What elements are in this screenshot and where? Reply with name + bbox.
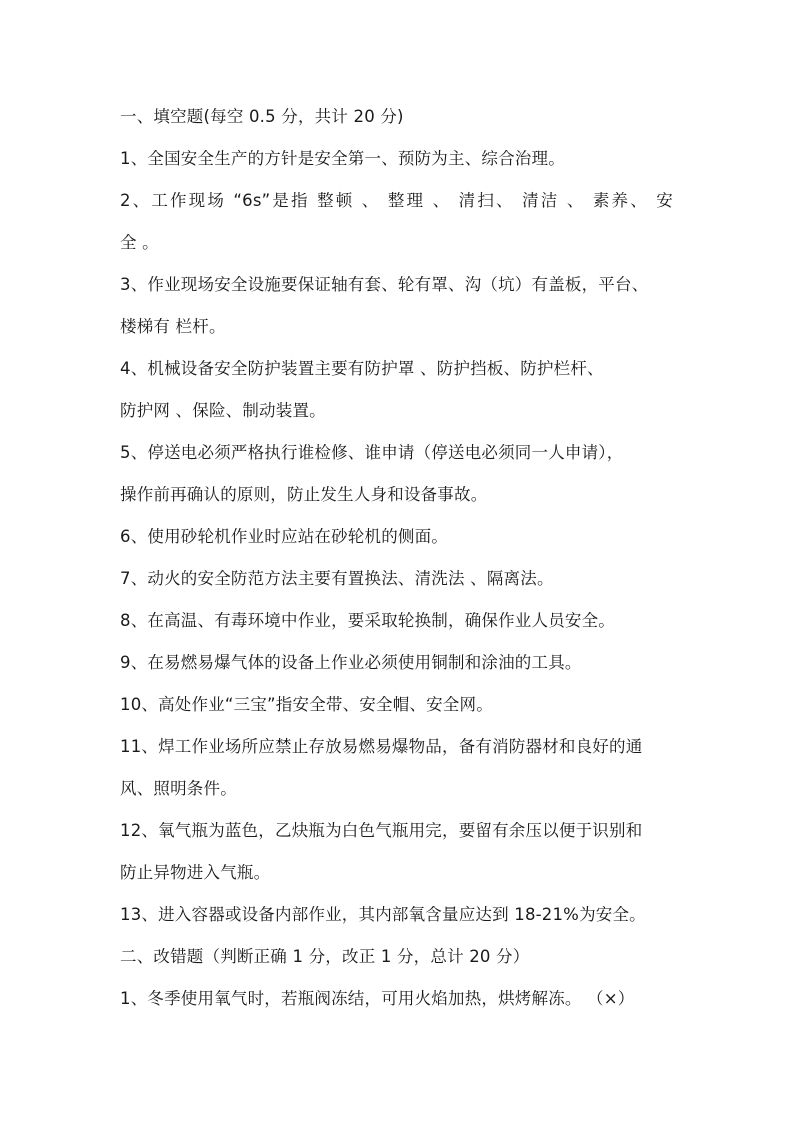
question-line: 5、停送电必须严格执行谁检修、谁申请（停送电必须同一人申请）， <box>120 443 624 462</box>
question-line: 13、进入容器或设备内部作业，其内部氧含量应达到 18-21%为安全。 <box>120 905 646 924</box>
question-line: 1、冬季使用氧气时，若瓶阀冻结，可用火焰加热，烘烤解冻。 （×） <box>120 989 635 1008</box>
question-line: 3、作业现场安全设施要保证轴有套、轮有罩、沟（坑）有盖板，平台、 <box>120 275 649 294</box>
question-line-continuation: 防护网 、保险、制动装置。 <box>120 401 326 420</box>
question-line-continuation: 防止异物进入气瓶。 <box>120 863 271 882</box>
question-line: 11、焊工作业场所应禁止存放易燃易爆物品，备有消防器材和良好的通 <box>120 737 643 756</box>
question-line-continuation: 风、照明条件。 <box>120 779 237 798</box>
section-heading-fill-blank: 一、填空题(每空 0.5 分，共计 20 分) <box>120 107 404 126</box>
question-line: 12、氧气瓶为蓝色，乙炔瓶为白色气瓶用完，要留有余压以便于识别和 <box>120 821 643 840</box>
question-line: 2、工作现场 “6s”是指 整顿 、 整理 、 清扫、 清洁 、 素养、 安 <box>120 191 673 210</box>
question-line-continuation: 全 。 <box>120 233 159 252</box>
section-heading-correction: 二、改错题（判断正确 1 分，改正 1 分，总计 20 分） <box>120 947 530 966</box>
question-line: 9、在易燃易爆气体的设备上作业必须使用铜制和涂油的工具。 <box>120 653 582 672</box>
question-line-continuation: 楼梯有 栏杆。 <box>120 317 226 336</box>
question-line: 6、使用砂轮机作业时应站在砂轮机的侧面。 <box>120 527 448 546</box>
question-line: 7、动火的安全防范方法主要有置换法、清洗法 、隔离法。 <box>120 569 554 588</box>
question-line: 10、高处作业“三宝”指安全带、安全帽、安全网。 <box>120 695 493 714</box>
question-line: 4、机械设备安全防护装置主要有防护罩 、防护挡板、防护栏杆、 <box>120 359 604 378</box>
question-line-continuation: 操作前再确认的原则，防止发生人身和设备事故。 <box>120 485 488 504</box>
question-line: 1、全国安全生产的方针是安全第一、预防为主、综合治理。 <box>120 149 565 168</box>
question-line: 8、在高温、有毒环境中作业，要采取轮换制，确保作业人员安全。 <box>120 611 615 630</box>
